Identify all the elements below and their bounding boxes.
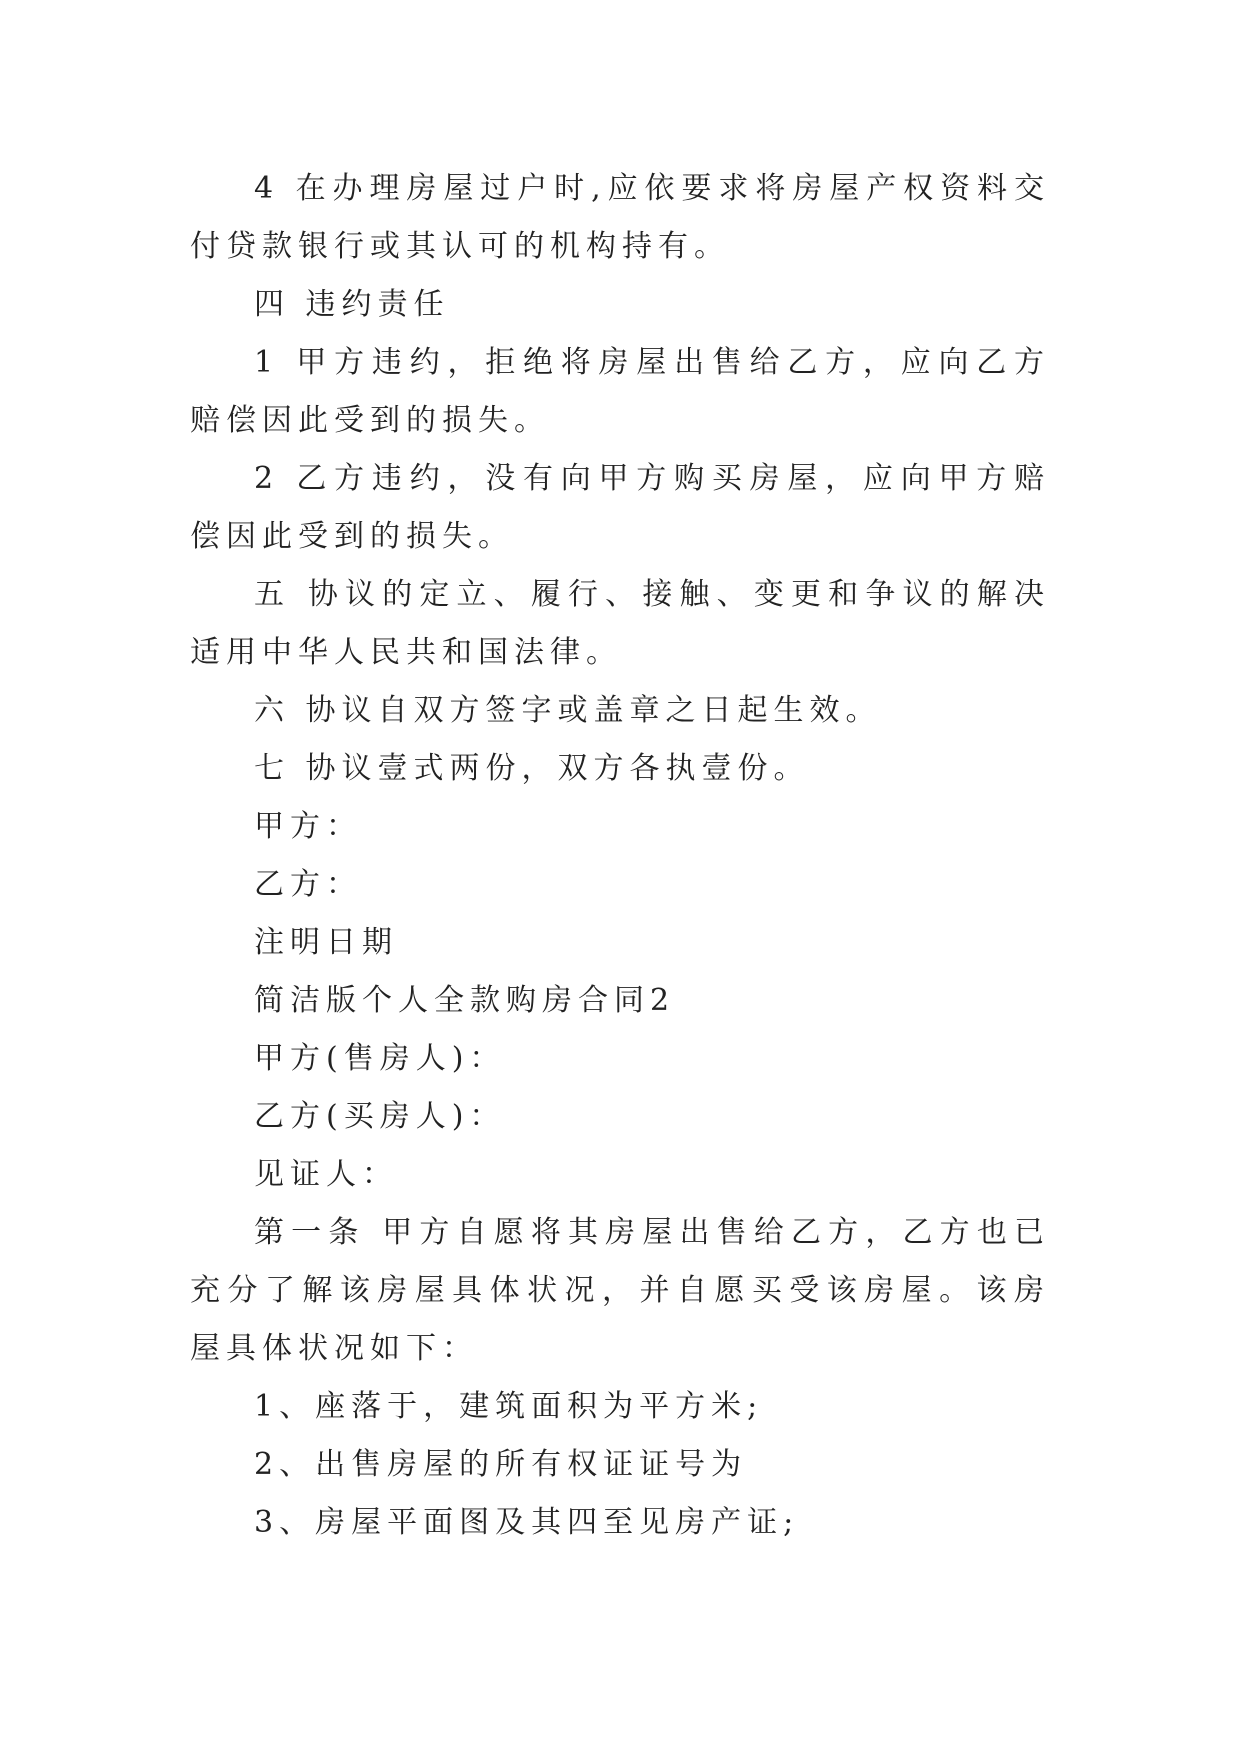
floor-plan-note: 3、房屋平面图及其四至见房产证; [254, 1505, 800, 1540]
article-one: 第一条 甲方自愿将其房屋出售给乙方，乙方也已充分了解该房屋具体状况，并自愿买受该房屋。该房屋具体状况如下： [190, 1215, 1050, 1366]
property-location: 1、座落于，建筑面积为平方米; [254, 1389, 764, 1424]
buyer-label: 乙方(买房人)： [254, 1099, 506, 1134]
clause-4-transfer: 4 在办理房屋过户时,应依要求将房屋产权资料交付贷款银行或其认可的机构持有。 [190, 171, 1050, 264]
effective-clause: 六 协议自双方签字或盖章之日起生效。 [254, 693, 882, 728]
ownership-certificate: 2、出售房屋的所有权证证号为 [254, 1447, 748, 1482]
governing-law: 五 协议的定立、履行、接触、变更和争议的解决适用中华人民共和国法律。 [190, 577, 1050, 670]
seller-label: 甲方(售房人)： [254, 1041, 506, 1076]
witness-label: 见证人： [254, 1157, 398, 1192]
contract-title-2: 简洁版个人全款购房合同2 [254, 983, 676, 1018]
date-note: 注明日期 [254, 925, 398, 960]
section-heading-breach: 四 违约责任 [254, 287, 450, 322]
party-b-label: 乙方： [254, 867, 362, 902]
breach-party-b: 2 乙方违约，没有向甲方购买房屋，应向甲方赔偿因此受到的损失。 [190, 461, 1050, 554]
document-body [190, 160, 1050, 1552]
copies-clause: 七 协议壹式两份，双方各执壹份。 [254, 751, 810, 786]
party-a-label: 甲方： [254, 809, 362, 844]
breach-party-a: 1 甲方违约，拒绝将房屋出售给乙方，应向乙方赔偿因此受到的损失。 [190, 345, 1050, 438]
